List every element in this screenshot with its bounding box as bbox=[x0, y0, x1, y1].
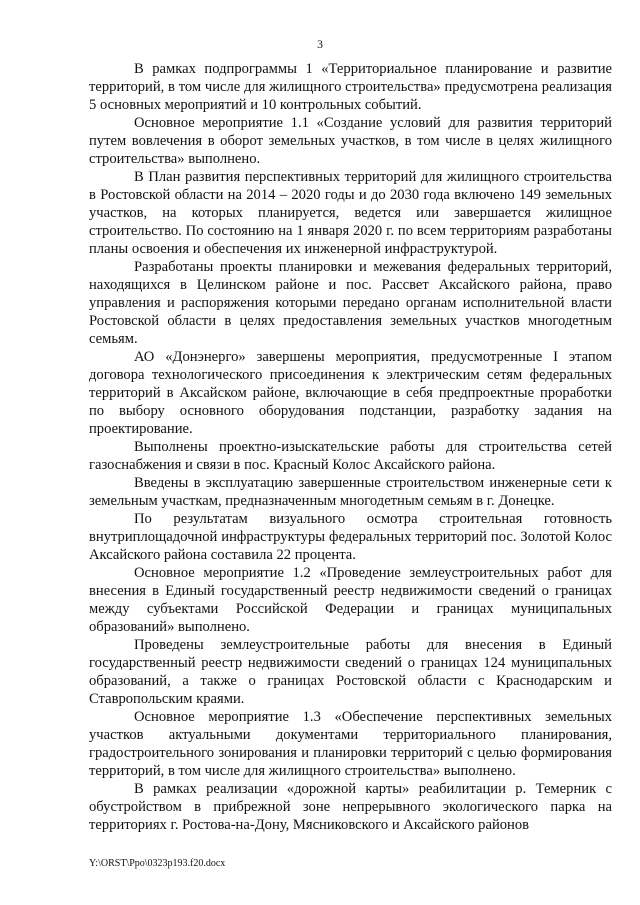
paragraph: Основное мероприятие 1.2 «Проведение землеустроительных работ для внесения в Единый государственный реестр недвижимости сведений о границах между субъектами Российской Федерации и границах муниципальных образований» выполнено. bbox=[89, 565, 612, 635]
document-body bbox=[89, 60, 612, 834]
paragraph: Введены в эксплуатацию завершенные строительством инженерные сети к земельным участкам, предназначенным многодетным семьям в г. Донецке. bbox=[89, 475, 612, 509]
paragraph: Разработаны проекты планировки и межевания федеральных территорий, находящихся в Целинском районе и пос. Рассвет Аксайского района, право управления и распоряжения которыми передано органам исполнительной власти Ростовской области в целях предоставления земельных участков многодетным семьям. bbox=[89, 259, 612, 347]
paragraph: В План развития перспективных территорий для жилищного строительства в Ростовской области на 2014 – 2020 годы и до 2030 года включено 149 земельных участков, на которых планируется, ведется или завершается жилищное строительство. По состоянию на 1 января 2020 г. по всем территориям разработаны планы освоения и обеспечения их инженерной инфраструктурой. bbox=[89, 169, 612, 257]
footer-file-path: Y:\ORST\Ppo\0323p193.f20.docx bbox=[89, 858, 226, 869]
page-number: 3 bbox=[317, 37, 323, 51]
paragraph: По результатам визуального осмотра строительная готовность внутриплощадочной инфраструктуры федеральных территорий пос. Золотой Колос Аксайского района составила 22 процента. bbox=[89, 511, 612, 563]
paragraph: АО «Донэнерго» завершены мероприятия, предусмотренные I этапом договора технологического присоединения к электрическим сетям федеральных территорий в Аксайском районе, включающие в себя предпроектные проработки по выбору основного оборудования подстанции, разработку задания на проектирование. bbox=[89, 349, 612, 437]
paragraph: В рамках подпрограммы 1 «Территориальное планирование и развитие территорий, в том числе для жилищного строительства» предусмотрена реализация 5 основных мероприятий и 10 контрольных событий. bbox=[89, 61, 612, 113]
paragraph: Основное мероприятие 1.3 «Обеспечение перспективных земельных участков актуальными документами территориального планирования, градостроительного зонирования и планировки территорий с целью формирования территорий, в том числе для жилищного строительства» выполнено. bbox=[89, 709, 612, 779]
paragraph: Выполнены проектно-изыскательские работы для строительства сетей газоснабжения и связи в пос. Красный Колос Аксайского района. bbox=[89, 439, 612, 473]
paragraph: Основное мероприятие 1.1 «Создание условий для развития территорий путем вовлечения в оборот земельных участков, в том числе в целях жилищного строительства» выполнено. bbox=[89, 115, 612, 167]
paragraph: Проведены землеустроительные работы для внесения в Единый государственный реестр недвижимости сведений о границах 124 муниципальных образований, а также о границах Ростовской области с Краснодарским и Ставропольским краями. bbox=[89, 637, 612, 707]
paragraph: В рамках реализации «дорожной карты» реабилитации р. Темерник с обустройством в прибрежной зоне непрерывного экологического парка на территориях г. Ростова-на-Дону, Мясниковского и Аксайского районов bbox=[89, 781, 612, 833]
